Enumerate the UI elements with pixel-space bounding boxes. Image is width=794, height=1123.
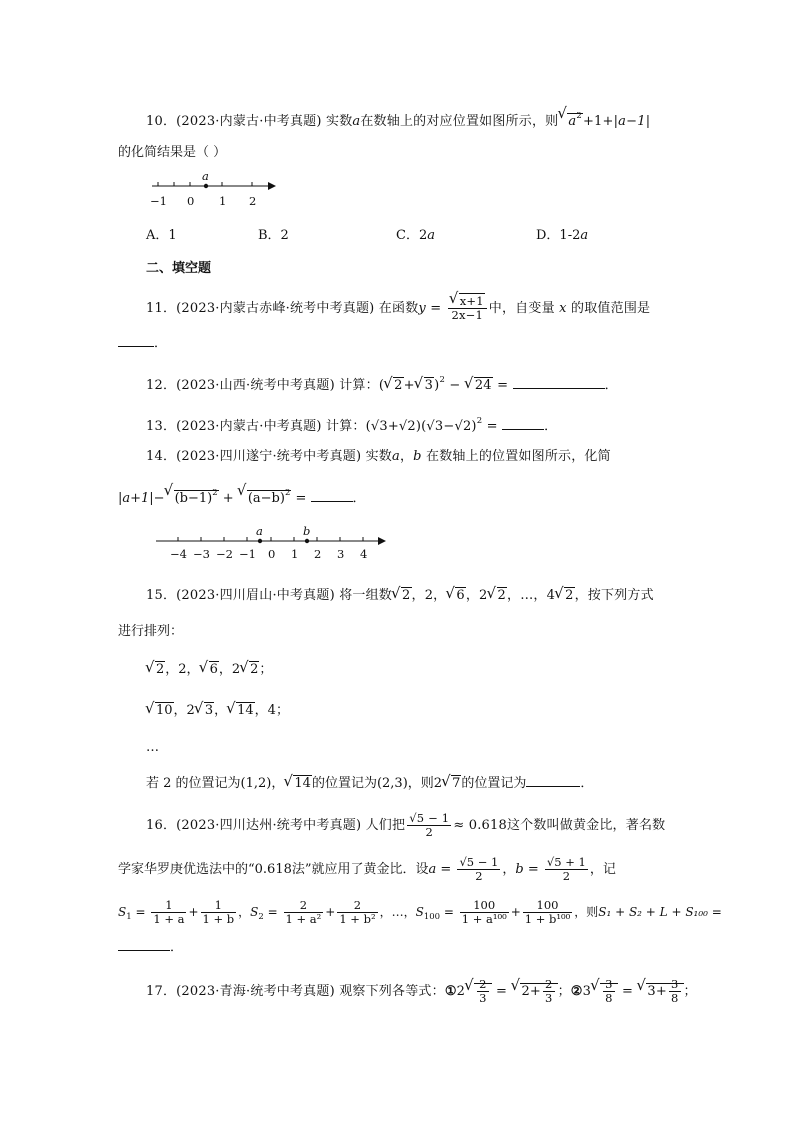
q15-row1-root: 2 [156,662,165,677]
q17-source: (2023·青海·统考中考真题) [176,984,335,999]
q15-root14: 14 [294,776,311,791]
q10-number-line [140,168,285,210]
q14-var-a: a [392,449,400,464]
q10-number: 10． [146,114,177,129]
q10-var-a: a [352,114,361,129]
q15-end: ． [580,776,594,791]
q17-c2-rhs: 3+ [647,984,667,999]
q10-option-a[interactable]: A．1 [146,228,177,243]
q14-axis-label: 2 [314,547,322,561]
q16-number: 16． [146,818,177,833]
q17-sep: ； [557,984,571,999]
q17-c1-rhs-den: 3 [545,991,553,1005]
q15-text2: ，按下列方式 [574,588,654,603]
q12-number: 12． [146,378,177,393]
q15-row2-text: ，4； [254,703,289,718]
q16-s1-num2: 1 [201,899,237,913]
q14-axis-label: −4 [170,547,187,561]
q12-exp: 2 [439,375,446,385]
q14-eq: = [295,491,307,506]
q15-row2-text: ，2 [173,703,195,718]
q11-fraction [448,295,487,322]
q15-seq-root: 2 [402,588,411,603]
q16-a-num: √5 − 1 [459,855,499,869]
q16-eq: = [527,862,539,877]
q17-c2-rhs-num: 3 [670,977,679,991]
q10-expr-tail: +1+ [582,114,614,129]
q15-seq-root: 6 [456,588,465,603]
q16-s1-num1: 1 [151,899,186,913]
q15-source: (2023·四川眉山·中考真题) [176,588,335,603]
q15-row2-root: 3 [204,703,214,718]
q10-option-b[interactable]: B．2 [258,228,289,243]
q15-row2-root: 14 [237,703,254,718]
q17-c2-rhs-den: 8 [670,991,679,1005]
q16-frac-den: 2 [425,825,434,839]
q15-last-text: 若 2 的位置记为 [146,776,241,791]
q14-root2-exp: 2 [284,488,291,498]
q16-then: ，则 [574,905,599,919]
q10-option-d-text: D．1-2 [536,228,581,243]
q13-answer-blank[interactable] [502,417,544,430]
q14-root2-expr: (a−b) [247,491,285,506]
q10-option-c-var: a [427,228,435,243]
q15-last-text: 的位置记为 [311,776,377,791]
q13-text: 计算： [326,419,366,434]
question-15-line1 [146,586,654,606]
q15-last-text: ，则2 [407,776,443,791]
q14-var-b: b [413,449,422,464]
q17-c1-den: 3 [479,991,487,1005]
q14-axis-label: 0 [268,547,276,561]
q11-end: ． [154,336,168,351]
q14-text2: 在数轴上的位置如图所示，化简 [426,449,611,464]
q10-sqrt [558,106,583,132]
q15-line2: 进行排列： [118,624,184,639]
q16-text2: ≈ 0.618这个数叫做黄金比，著名数 [453,818,666,833]
q16-b-fraction [545,856,588,883]
q10-option-c[interactable] [396,224,435,243]
q13-expr: (√3+√2)(√3−√2) [365,419,477,434]
q16-s2-den2: 1 + b² [339,912,376,926]
question-12 [146,370,618,396]
q14-root2 [247,490,292,506]
q15-number: 15． [146,588,177,603]
q10-text: 实数 [326,114,353,129]
q12-answer-blank[interactable] [513,376,605,389]
q13-exp: 2 [476,416,483,426]
q17-c2-num: √ 3 [605,977,613,991]
q11-frac-den: 2x−1 [451,308,484,322]
q15-text: 将一组数 [339,588,393,603]
q16-a-fraction [457,856,500,883]
q13-source: (2023·内蒙古·中考真题) [176,419,322,434]
q16-golden-fraction [407,812,451,839]
question-14-line2 [118,483,366,509]
q11-text: 在函数 [378,301,419,316]
q16-var-a: a [428,862,437,877]
q15-row1-text: ，2， [165,662,200,677]
q16-text: 人们把 [365,818,406,833]
q16-dots: ，…， [379,905,416,919]
q11-answer-blank[interactable] [118,334,154,347]
q11-text3: 的取值范围是 [571,301,651,316]
q10-abs: |a−1| [613,114,651,129]
q10-option-d[interactable] [536,224,588,243]
q16-s100-sub: 100 [423,912,441,922]
q10-source: (2023·内蒙古·中考真题) [176,114,322,129]
q16-line2-text: 学家华罗庚优选法中的“0.618法”就应用了黄金比．设 [118,862,429,877]
q15-row2-root: 10 [156,703,173,718]
q15-pos2: (2,3) [376,776,408,791]
question-14-line1 [146,447,611,467]
q11-var-x: x [559,301,567,316]
q10-axis-point-a: a [202,169,209,183]
q15-row1 [146,660,272,680]
q14-axis-label: −2 [216,547,233,561]
q16-answer-line [118,938,183,958]
q11-frac-num: x+1 [459,294,484,308]
q16-rec: ，记 [589,862,616,877]
q14-axis-point-b: b [303,524,311,538]
q15-row1-root: 6 [209,662,218,677]
q14-root1-exp: 2 [212,488,218,498]
q16-s1: S [118,905,127,919]
q16-var-b: b [515,862,524,877]
q14-axis-label: 1 [291,547,299,561]
q11-source: (2023·内蒙古赤峰·统考中考真题) [176,301,375,316]
q15-seq-text: ，…，4 [507,588,556,603]
q15-seq-text: ，2 [465,588,488,603]
question-16-line1 [146,812,665,839]
q11-number: 11． [146,301,177,316]
q14-end: ． [352,491,366,506]
q15-row1-text: ； [259,662,273,677]
q10-axis-label: 2 [249,194,257,208]
q10-option-d-var: a [580,228,589,243]
q15-seq-root: 2 [565,588,574,603]
q16-frac-num: √5 − 1 [409,811,450,825]
q14-axis-label: −3 [193,547,210,561]
q14-source: (2023·四川遂宁·统考中考真题) [176,449,362,464]
q12-paren-close: ) [434,378,440,393]
q16-s1-den2: 1 + b [202,912,235,926]
q10-axis-label: −1 [150,194,167,208]
q14-answer-blank[interactable] [311,489,353,502]
q12-root2: 2 [394,378,403,393]
q17-c1-rhs: 2+ [521,984,542,999]
q10-option-c-text: C．2 [396,228,428,243]
q15-seq-text: ，2， [411,588,447,603]
q14-root1 [174,490,219,506]
q15-row2-text: ， [214,703,228,718]
q10-text2: 在数轴上的对应位置如图所示，则 [360,114,559,129]
q13-end: ． [544,419,558,434]
question-17: 17．(2023·青海·统考中考真题) 观察下列各等式：①2 √ $\frac{2}{3}$ = √ 2+ $\frac{2}{3}$ ；②3 √ $\frac{3}{8}$ = √ 3+ $\frac{3}{8}$ ； [146,978,697,1005]
q16-s1-den1: 1 + a [153,912,185,926]
q13-number: 13． [146,419,177,434]
q17-c1-coef: 2 [456,984,466,999]
q15-last-text: 的位置记为 [461,776,527,791]
q15-root7: 7 [452,776,461,791]
q15-last-text: ， [271,776,285,791]
q16-b-num: √5 + 1 [546,855,586,869]
q12-eq: = [497,378,509,393]
q17-c1-num: √ 2 [479,977,487,991]
q10-axis-label: 0 [187,194,195,208]
q14-axis-label: 3 [337,547,345,561]
q16-s2-num2: 2 [337,899,377,913]
q16-answer-blank[interactable] [118,938,170,951]
section-title: 二、填空题 [146,261,212,276]
q12-end: ． [604,378,618,393]
q17-text: 观察下列各等式： [339,984,445,999]
q11-text2: 中，自变量 [488,301,555,316]
q13-eq: = [486,419,498,434]
q14-axis-label: 4 [360,547,368,561]
q11-answer-line [118,334,167,354]
q17-circle-2: ② [570,984,583,999]
q12-root24: 24 [474,378,492,393]
q16-comma: ， [502,862,516,877]
q14-plus: + [222,491,234,506]
q17-circle-1: ① [444,984,457,999]
q17-c2-den: 8 [605,991,613,1005]
q10-line2: 的化简结果是（ ） [118,145,227,160]
question-10-line1 [146,106,650,132]
q12-plus: + [403,378,415,393]
q15-answer-blank[interactable] [526,774,580,787]
q15-last-line [146,774,593,794]
q10-axis-label: 1 [219,194,227,208]
q16-source: (2023·四川达州·统考中考真题) [176,818,362,833]
q16-b-den: 2 [562,869,571,883]
q15-seq-root: 2 [497,588,507,603]
q11-eq: = [430,301,442,316]
q17-c1-rhs-num: 2 [545,977,553,991]
q14-number-line [150,523,390,565]
q10-sqrt-exp: 2 [576,111,582,121]
q17-end: ； [683,984,697,999]
q16-end: ． [170,940,184,955]
q12-paren: ( [378,378,385,393]
q14-axis-label: −1 [239,547,256,561]
q16-sum: S₁ + S₂ + L + S₁₀₀ = [598,905,722,919]
q16-s100-num2: 100 [523,899,572,913]
question-11-line1 [146,295,650,322]
q14-root1-expr: (b−1) [174,491,213,506]
q15-row1-root: 2 [250,662,259,677]
q15-dots: … [146,740,159,755]
q16-s100-den1: 1 + a¹⁰⁰ [461,912,507,926]
q16-eq: = [440,862,452,877]
q14-number: 14． [146,449,177,464]
q15-pos1: (1,2) [240,776,272,791]
q16-s100-den2: 1 + b¹⁰⁰ [524,912,571,926]
question-16-line2 [118,856,616,883]
q17-number: 17． [146,984,177,999]
q15-row2 [146,701,289,721]
q12-root3: 3 [424,378,434,393]
q16-s1-sub: 1 [126,912,132,922]
q11-var-y: y [418,301,426,316]
q16-a-den: 2 [475,869,483,883]
q12-text: 计算： [339,378,379,393]
q16-s2-num1: 2 [284,899,324,913]
q14-axis-point-a: a [256,524,263,538]
q12-source: (2023·山西·统考中考真题) [176,378,335,393]
q15-row1-text: ，2 [218,662,241,677]
q16-s2: S [250,905,259,919]
q12-minus: − [449,378,461,393]
q16-s100-num1: 100 [460,899,509,913]
question-13 [146,411,557,437]
q14-abs: |a+1|− [118,491,165,506]
q16-s100: S [415,905,424,919]
q17-c2-coef: 3 [582,984,592,999]
q10-sqrt-a: a [568,114,577,129]
q16-s2-den1: 1 + a² [285,912,322,926]
q14-comma: ， [399,449,414,464]
q14-text: 实数 [365,449,392,464]
question-16-line3: $S_1$ = $\frac{1}{1 + a}$ + $\frac{1}{1 + b}$ ，$S_2$ = $\frac{2}{\text{1 + a²}}$ + $\frac{2}{\text{1 + b²}}$ ，…，$S_{100}$ = $\frac{100}{\text{1 + a¹⁰⁰}}$ + $\frac{100}{\text{1 + b¹⁰⁰}}$ ，则S₁ + S₂ + L + S₁₀₀ = [118,898,722,926]
q16-s2-sub: 2 [258,912,264,922]
